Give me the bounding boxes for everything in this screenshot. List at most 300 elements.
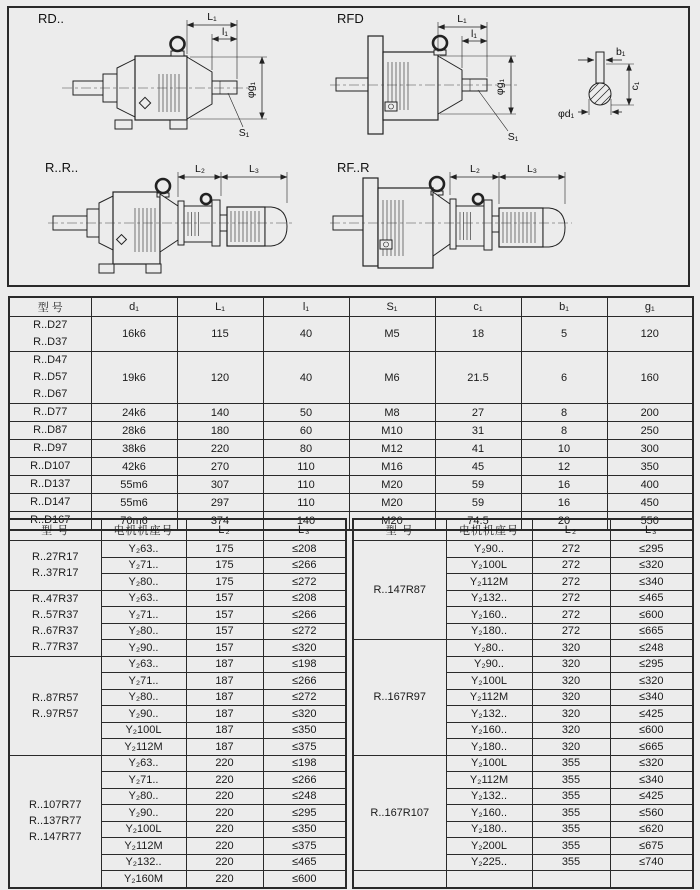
value-cell: 5 [521, 317, 607, 352]
dim-l1-label: l₁ [471, 28, 477, 40]
value-cell: ≤620 [610, 821, 693, 838]
value-cell: 187 [186, 656, 263, 673]
model-cell [9, 541, 101, 591]
value-cell: Y₂71.. [101, 557, 186, 574]
model-label: R..147R87 [373, 584, 427, 596]
value-cell: Y₂80.. [446, 640, 532, 657]
value-cell: Y₂71.. [101, 772, 186, 789]
shaft-dimension-table [8, 296, 694, 531]
value-cell: 12 [521, 458, 607, 476]
value-cell: 110 [263, 476, 349, 494]
model-label: R..D167 [30, 514, 71, 526]
eyebolt-icon [171, 37, 185, 51]
model-label: R..D77 [33, 406, 68, 418]
rr-dimensions [178, 163, 287, 203]
model-label: R..D97 [33, 442, 68, 454]
value-cell: 41 [435, 440, 521, 458]
dim-S1-label: S₁ [507, 131, 519, 143]
col-header-S1: S₁ [349, 297, 435, 317]
dim-L3-label: L₃ [248, 163, 260, 175]
mounting-flange [363, 178, 378, 266]
value-cell: 450 [607, 494, 693, 512]
shaft-section [589, 83, 611, 105]
value-cell: Y₂112M [101, 739, 186, 756]
value-cell: ≤600 [610, 607, 693, 624]
table-row [9, 494, 693, 512]
value-cell: ≤266 [263, 772, 346, 789]
table-row [9, 755, 346, 772]
value-cell: ≤340 [610, 772, 693, 789]
eyebolt-icon [473, 194, 483, 204]
model-label: R..47R37 [32, 593, 79, 605]
value-cell: 307 [177, 476, 263, 494]
value-cell [446, 871, 532, 888]
value-cell: Y₂63.. [101, 755, 186, 772]
value-cell: Y₂100L [446, 673, 532, 690]
value-cell: ≤272 [263, 623, 346, 640]
value-cell: ≤375 [263, 838, 346, 855]
value-cell: ≤465 [610, 590, 693, 607]
value-cell: 60 [263, 422, 349, 440]
value-cell: 355 [532, 838, 610, 855]
value-cell: ≤350 [263, 722, 346, 739]
col-header-model: 型 号 [353, 519, 446, 541]
value-cell: ≤198 [263, 755, 346, 772]
table-row [353, 871, 693, 888]
value-cell: Y₂90.. [101, 706, 186, 723]
model-cell [9, 494, 91, 512]
rr-label: R..R.. [45, 160, 79, 175]
value-cell: Y₂100L [446, 557, 532, 574]
table-row [9, 476, 693, 494]
value-cell: 220 [186, 755, 263, 772]
value-cell: M20 [349, 476, 435, 494]
value-cell: Y₂180.. [446, 623, 532, 640]
value-cell: 55m6 [91, 476, 177, 494]
model-label: R..167R97 [373, 691, 427, 704]
value-cell: 272 [532, 607, 610, 624]
col-header-frame: 电机机座号 [101, 519, 186, 541]
model-label: R..D57 [33, 371, 68, 383]
value-cell: ≤295 [263, 805, 346, 822]
value-cell: Y₂200L [446, 838, 532, 855]
model-cell [9, 317, 91, 352]
value-cell: 175 [186, 574, 263, 591]
value-cell: 187 [186, 722, 263, 739]
model-label: R..137R77 [28, 815, 82, 827]
value-cell: 38k6 [91, 440, 177, 458]
value-cell: ≤425 [610, 788, 693, 805]
value-cell: Y₂90.. [446, 656, 532, 673]
value-cell: 157 [186, 607, 263, 624]
model-cell [9, 656, 101, 755]
model-cell [9, 422, 91, 440]
dim-L2-label: L₂ [195, 163, 205, 175]
motor [499, 208, 543, 247]
eyebolt-icon [201, 194, 211, 204]
table-row [353, 541, 693, 558]
value-cell: M16 [349, 458, 435, 476]
value-cell: ≤665 [610, 739, 693, 756]
value-cell: Y₂80.. [101, 623, 186, 640]
value-cell: 160 [607, 352, 693, 404]
col-header-d1: d₁ [91, 297, 177, 317]
shaft-section-detail [558, 46, 641, 120]
value-cell: 24k6 [91, 404, 177, 422]
value-cell: ≤272 [263, 689, 346, 706]
value-cell: ≤266 [263, 557, 346, 574]
value-cell: M8 [349, 404, 435, 422]
value-cell: 250 [607, 422, 693, 440]
model-label: R..D67 [33, 388, 68, 400]
value-cell: 320 [532, 739, 610, 756]
rfr-label: RF..R [337, 160, 370, 175]
dim-c1-label: c₁ [629, 81, 641, 91]
value-cell: Y₂100L [101, 821, 186, 838]
value-cell: 187 [186, 739, 263, 756]
value-cell: ≤465 [263, 854, 346, 871]
value-cell: Y₂100L [446, 755, 532, 772]
value-cell: 70m6 [91, 512, 177, 531]
value-cell: Y₂160M [101, 871, 186, 888]
value-cell: ≤295 [610, 541, 693, 558]
value-cell: Y₂80.. [101, 788, 186, 805]
value-cell: 220 [186, 838, 263, 855]
table-header-row [9, 519, 346, 541]
value-cell: Y₂225.. [446, 854, 532, 871]
value-cell: ≤320 [263, 640, 346, 657]
value-cell: 8 [521, 404, 607, 422]
value-cell: M5 [349, 317, 435, 352]
value-cell: 400 [607, 476, 693, 494]
dim-l1-label: l₁ [222, 26, 228, 38]
value-cell: 16k6 [91, 317, 177, 352]
value-cell: 270 [177, 458, 263, 476]
value-cell: 220 [186, 805, 263, 822]
value-cell: 175 [186, 541, 263, 558]
value-cell: Y₂90.. [101, 805, 186, 822]
value-cell: 31 [435, 422, 521, 440]
table-header-row [353, 519, 693, 541]
table-row [9, 440, 693, 458]
value-cell: 18 [435, 317, 521, 352]
value-cell: 80 [263, 440, 349, 458]
value-cell: Y₂63.. [101, 656, 186, 673]
col-header-L2: L₂ [532, 519, 610, 541]
value-cell: 187 [186, 706, 263, 723]
value-cell: 42k6 [91, 458, 177, 476]
table-row [9, 541, 346, 558]
table-row [9, 590, 346, 607]
dim-L1-label: L₁ [457, 13, 467, 25]
value-cell: Y₂100L [101, 722, 186, 739]
value-cell: 140 [263, 512, 349, 531]
col-header-L3: L₃ [263, 519, 346, 541]
model-label: R..147R77 [28, 831, 82, 843]
value-cell: 140 [177, 404, 263, 422]
value-cell: 40 [263, 352, 349, 404]
value-cell: 21.5 [435, 352, 521, 404]
motor-fan-cover [543, 208, 565, 247]
model-cell [9, 440, 91, 458]
dim-g1-label: φg₁ [494, 78, 506, 96]
table-row [9, 352, 693, 404]
value-cell: 320 [532, 640, 610, 657]
value-cell: ≤350 [263, 821, 346, 838]
value-cell: 6 [521, 352, 607, 404]
value-cell: 355 [532, 805, 610, 822]
rfr-dimensions [450, 163, 565, 204]
value-cell: Y₂63.. [101, 590, 186, 607]
value-cell: 40 [263, 317, 349, 352]
value-cell: Y₂112M [101, 838, 186, 855]
value-cell: 550 [607, 512, 693, 531]
model-label: R..167R107 [370, 806, 430, 819]
value-cell: 320 [532, 689, 610, 706]
rfd-drawing [330, 11, 520, 143]
model-label: R..57R37 [32, 609, 79, 621]
value-cell: ≤340 [610, 689, 693, 706]
value-cell: Y₂80.. [101, 689, 186, 706]
value-cell: 120 [607, 317, 693, 352]
value-cell: 220 [177, 440, 263, 458]
drawings-svg [9, 8, 688, 285]
model-label: R..37R17 [32, 567, 79, 580]
value-cell: Y₂132.. [446, 590, 532, 607]
model-cell [353, 755, 446, 871]
value-cell [532, 871, 610, 888]
value-cell: Y₂71.. [101, 673, 186, 690]
value-cell: 355 [532, 755, 610, 772]
value-cell: 355 [532, 788, 610, 805]
value-cell: ≤272 [263, 574, 346, 591]
value-cell: 374 [177, 512, 263, 531]
value-cell: Y₂80.. [101, 574, 186, 591]
value-cell: 320 [532, 706, 610, 723]
col-header-l1: l₁ [263, 297, 349, 317]
table-row [9, 458, 693, 476]
eyebolt-icon [156, 179, 170, 193]
value-cell: 120 [177, 352, 263, 404]
table-row [9, 317, 693, 352]
value-cell: M10 [349, 422, 435, 440]
value-cell: Y₂112M [446, 574, 532, 591]
dim-L1-label: L₁ [207, 11, 217, 23]
rfd-label: RFD [337, 11, 364, 26]
model-label: R..27R17 [32, 551, 79, 564]
dim-S1-label: S₁ [238, 127, 250, 139]
value-cell: ≤740 [610, 854, 693, 871]
value-cell: Y₂160.. [446, 607, 532, 624]
value-cell: 220 [186, 788, 263, 805]
key-slot [596, 52, 604, 83]
eyebolt-icon [433, 36, 447, 50]
value-cell: 355 [532, 772, 610, 789]
value-cell: 355 [532, 821, 610, 838]
col-header-frame: 电机机座号 [446, 519, 532, 541]
dim-g1-label: φg₁ [245, 81, 257, 99]
model-cell [9, 590, 101, 656]
dim-L3-label: L₃ [526, 163, 538, 175]
value-cell: ≤340 [610, 574, 693, 591]
rd-drawing [38, 11, 267, 139]
model-label: R..97R57 [32, 707, 79, 720]
value-cell: 180 [177, 422, 263, 440]
col-header-L1: L₁ [177, 297, 263, 317]
value-cell: 272 [532, 574, 610, 591]
model-label: R..107R77 [28, 799, 82, 811]
value-cell: 16 [521, 494, 607, 512]
value-cell: Y₂132.. [101, 854, 186, 871]
value-cell: 300 [607, 440, 693, 458]
value-cell: 320 [532, 722, 610, 739]
dim-b1-label: b₁ [616, 46, 626, 58]
dim-L2-label: L₂ [470, 163, 480, 175]
motor-fan-cover [265, 207, 287, 246]
value-cell: 355 [532, 854, 610, 871]
eyebolt-icon [430, 177, 444, 191]
value-cell: M6 [349, 352, 435, 404]
value-cell: 272 [532, 541, 610, 558]
value-cell: 74.5 [435, 512, 521, 531]
value-cell: Y₂160.. [446, 722, 532, 739]
value-cell: 187 [186, 689, 263, 706]
value-cell: 45 [435, 458, 521, 476]
rr-drawing [45, 160, 292, 273]
model-label: R..67R37 [32, 625, 79, 637]
model-label: R..D27 [33, 319, 68, 331]
value-cell: ≤600 [263, 871, 346, 888]
rfr-drawing [330, 160, 572, 268]
value-cell: ≤266 [263, 607, 346, 624]
oil-plug [380, 240, 392, 249]
value-cell: Y₂71.. [101, 607, 186, 624]
model-label: R..D37 [33, 336, 68, 348]
model-label: R..D47 [33, 354, 68, 366]
value-cell [610, 871, 693, 888]
value-cell: 220 [186, 772, 263, 789]
model-label: R..D147 [30, 496, 71, 508]
model-cell [353, 541, 446, 640]
col-header-c1: c₁ [435, 297, 521, 317]
value-cell: Y₂63.. [101, 541, 186, 558]
value-cell: Y₂160.. [446, 805, 532, 822]
model-label: R..D137 [30, 478, 71, 490]
value-cell: 16 [521, 476, 607, 494]
table-row [353, 640, 693, 657]
value-cell: 110 [263, 494, 349, 512]
value-cell: 272 [532, 557, 610, 574]
value-cell: 55m6 [91, 494, 177, 512]
value-cell: 59 [435, 494, 521, 512]
value-cell: ≤208 [263, 541, 346, 558]
value-cell: ≤425 [610, 706, 693, 723]
value-cell: 200 [607, 404, 693, 422]
motor-table-right [352, 518, 694, 889]
value-cell: ≤665 [610, 623, 693, 640]
model-cell [9, 404, 91, 422]
value-cell: ≤208 [263, 590, 346, 607]
motor-table-left [8, 518, 347, 889]
value-cell: Y₂112M [446, 772, 532, 789]
value-cell: 187 [186, 673, 263, 690]
value-cell: 350 [607, 458, 693, 476]
value-cell: 8 [521, 422, 607, 440]
value-cell: Y₂180.. [446, 821, 532, 838]
col-header-model: 型 号 [9, 297, 91, 317]
col-header-b1: b₁ [521, 297, 607, 317]
value-cell: M20 [349, 494, 435, 512]
value-cell: 320 [532, 656, 610, 673]
value-cell: Y₂180.. [446, 739, 532, 756]
value-cell: Y₂132.. [446, 788, 532, 805]
value-cell: ≤560 [610, 805, 693, 822]
value-cell: 115 [177, 317, 263, 352]
value-cell: ≤600 [610, 722, 693, 739]
value-cell: 10 [521, 440, 607, 458]
value-cell: Y₂90.. [446, 541, 532, 558]
value-cell: 157 [186, 590, 263, 607]
value-cell: 59 [435, 476, 521, 494]
value-cell: ≤320 [263, 706, 346, 723]
value-cell: ≤266 [263, 673, 346, 690]
model-cell [9, 458, 91, 476]
value-cell: Y₂90.. [101, 640, 186, 657]
rd-label: RD.. [38, 11, 64, 26]
value-cell: M20 [349, 512, 435, 531]
table-row [9, 404, 693, 422]
value-cell: Y₂112M [446, 689, 532, 706]
value-cell: ≤675 [610, 838, 693, 855]
value-cell: 272 [532, 590, 610, 607]
value-cell: 19k6 [91, 352, 177, 404]
value-cell: ≤320 [610, 673, 693, 690]
value-cell: 110 [263, 458, 349, 476]
value-cell: 320 [532, 673, 610, 690]
value-cell: 50 [263, 404, 349, 422]
model-cell [9, 476, 91, 494]
model-cell [9, 352, 91, 404]
value-cell: Y₂132.. [446, 706, 532, 723]
table-row [353, 755, 693, 772]
value-cell: 28k6 [91, 422, 177, 440]
value-cell: 157 [186, 623, 263, 640]
model-label: R..D107 [30, 460, 71, 472]
table-header-row [9, 297, 693, 317]
table-row [9, 422, 693, 440]
oil-plug [385, 102, 397, 111]
value-cell: 20 [521, 512, 607, 531]
value-cell: ≤320 [610, 557, 693, 574]
table-row [9, 656, 346, 673]
value-cell: ≤320 [610, 755, 693, 772]
model-label: R..77R37 [32, 641, 79, 653]
value-cell: 157 [186, 640, 263, 657]
model-label: R..D87 [33, 424, 68, 436]
model-label: R..87R57 [32, 691, 79, 704]
value-cell: ≤248 [610, 640, 693, 657]
col-header-g1: g₁ [607, 297, 693, 317]
value-cell: ≤198 [263, 656, 346, 673]
value-cell: 27 [435, 404, 521, 422]
col-header-model: 型 号 [9, 519, 101, 541]
col-header-L2: L₂ [186, 519, 263, 541]
value-cell: 220 [186, 871, 263, 888]
value-cell: ≤248 [263, 788, 346, 805]
model-cell [353, 640, 446, 756]
dim-d1-label: φd₁ [558, 108, 575, 120]
value-cell: 297 [177, 494, 263, 512]
